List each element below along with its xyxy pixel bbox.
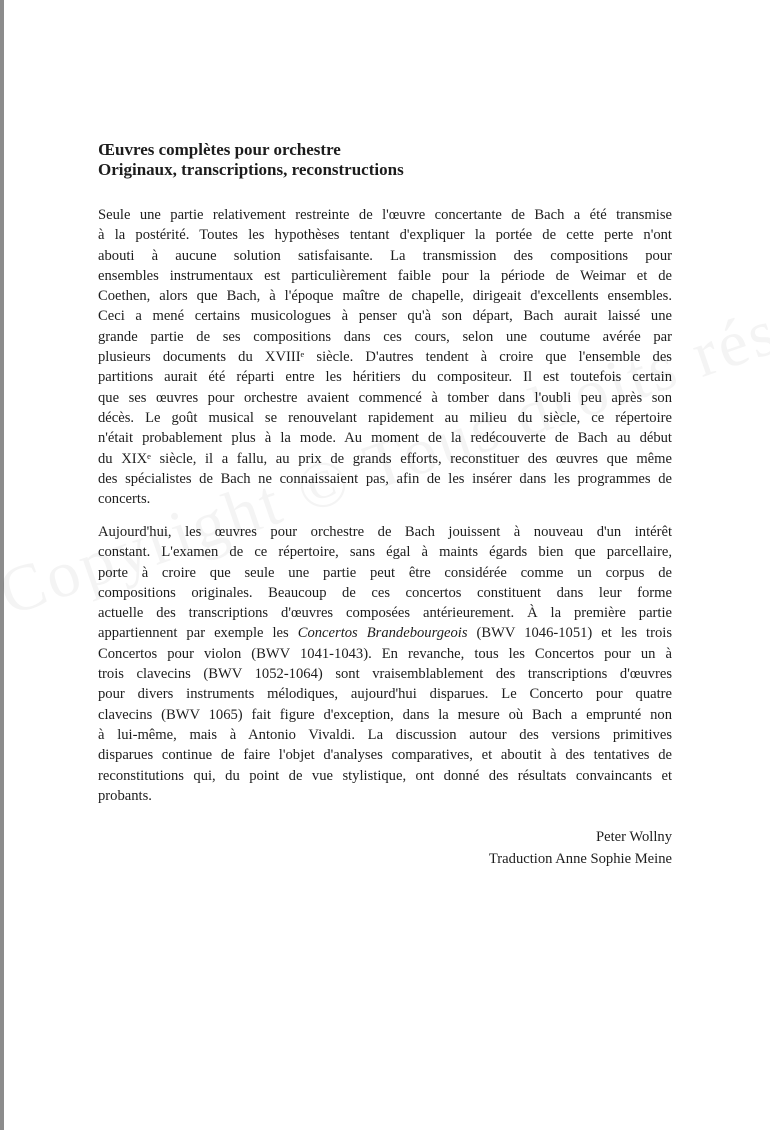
text-line: ensembles instrumentaux est particulièrement faible pour la période de Weimar et de <box>98 267 672 284</box>
paragraph-1 <box>98 205 672 509</box>
text-line: du XIXᵉ siècle, il a fallu, au prix de grands efforts, reconstituer des œuvres que même <box>98 450 672 467</box>
heading-subtitle: Originaux, transcriptions, reconstructions <box>98 160 404 179</box>
text-line: clavecins (BWV 1065) fait figure d'exception, dans la mesure où Bach a emprunté non <box>98 706 672 723</box>
text-line <box>98 623 672 643</box>
translator-credit: Traduction Anne Sophie Meine <box>488 851 672 867</box>
text-line: n'était probablement plus à la mode. Au moment de la redécouverte de Bach au début <box>98 430 672 447</box>
text-line: que ses œuvres pour orchestre avaient commencé à tomber dans l'oubli peu après son <box>98 389 672 406</box>
text-line: trois clavecins (BWV 1052-1064) sont vraisemblablement des transcriptions d'œuvres <box>98 666 672 683</box>
text-line: à lui-même, mais à Antonio Vivaldi. La discussion autour des versions primitives <box>98 726 672 743</box>
text-line: concerts. <box>98 491 151 508</box>
text-line: constant. L'examen de ce répertoire, sans égal à maints égards bien que parcellaire, <box>98 544 672 561</box>
text-run: (BWV 1046-1051) et les trois <box>467 625 672 642</box>
page-heading <box>98 140 678 180</box>
text-line: porte à croire que seule une partie peut être considérée comme un corpus de <box>98 564 672 581</box>
text-line: disparues continue de faire l'objet d'analyses comparatives, et aboutit à des tentatives de <box>98 747 672 764</box>
page-edge <box>0 0 4 1130</box>
text-line: compositions originales. Beaucoup de ces concertos constituent dans leur forme <box>98 584 672 601</box>
paragraph-2 <box>98 522 672 806</box>
text-line: Ceci a mené certains musicologues à penser qu'à son départ, Bach aurait laissé une <box>98 308 672 325</box>
text-line: grande partie de ses compositions dans ces cours, selon une coutume avérée par <box>98 328 672 345</box>
text-line: à la postérité. Toutes les hypothèses tentant d'expliquer la portée de cette perte n'ont <box>98 227 672 244</box>
text-line: pour divers instruments mélodiques, aujourd'hui disparues. Le Concerto pour quatre <box>98 686 672 703</box>
text-line: Coethen, alors que Bach, à l'époque maître de chapelle, dirigeait d'excellents ensembles. <box>98 288 672 305</box>
text-run: appartiennent par exemple les <box>98 625 298 642</box>
text-line: reconstitutions qui, du point de vue stylistique, ont donné des résultats convaincants et <box>98 767 672 784</box>
text-line: Aujourd'hui, les œuvres pour orchestre de Bach jouissent à nouveau d'un intérêt <box>98 524 672 540</box>
text-line: Concertos pour violon (BWV 1041-1043). En revanche, tous les Concertos pour un à <box>98 645 672 662</box>
text-line: probants. <box>98 787 152 804</box>
text-line: Seule une partie relativement restreinte de l'œuvre concertante de Bach a été transmise <box>98 207 672 223</box>
text-line: des spécialistes de Bach ne connaissaient pas, afin de les insérer dans les programmes de <box>98 470 672 487</box>
italic-title: Concertos Brandebourgeois <box>297 625 468 642</box>
text-line: actuelle des transcriptions d'œuvres composées antérieurement. À la première partie <box>98 605 672 622</box>
text-line: décès. Le goût musical se renouvelant rapidement au milieu du siècle, ce répertoire <box>98 409 672 426</box>
heading-title: Œuvres complètes pour orchestre <box>98 140 341 159</box>
text-line: partitions aurait été réparti entre les héritiers du compositeur. Il est toutefois certain <box>98 369 672 386</box>
author-name: Peter Wollny <box>596 829 672 845</box>
signature-block <box>400 826 672 870</box>
text-line: abouti à aucune solution satisfaisante. La transmission des compositions pour <box>98 247 672 264</box>
text-line: plusieurs documents du XVIIIᵉ siècle. D'autres tendent à croire que l'ensemble des <box>98 349 672 366</box>
